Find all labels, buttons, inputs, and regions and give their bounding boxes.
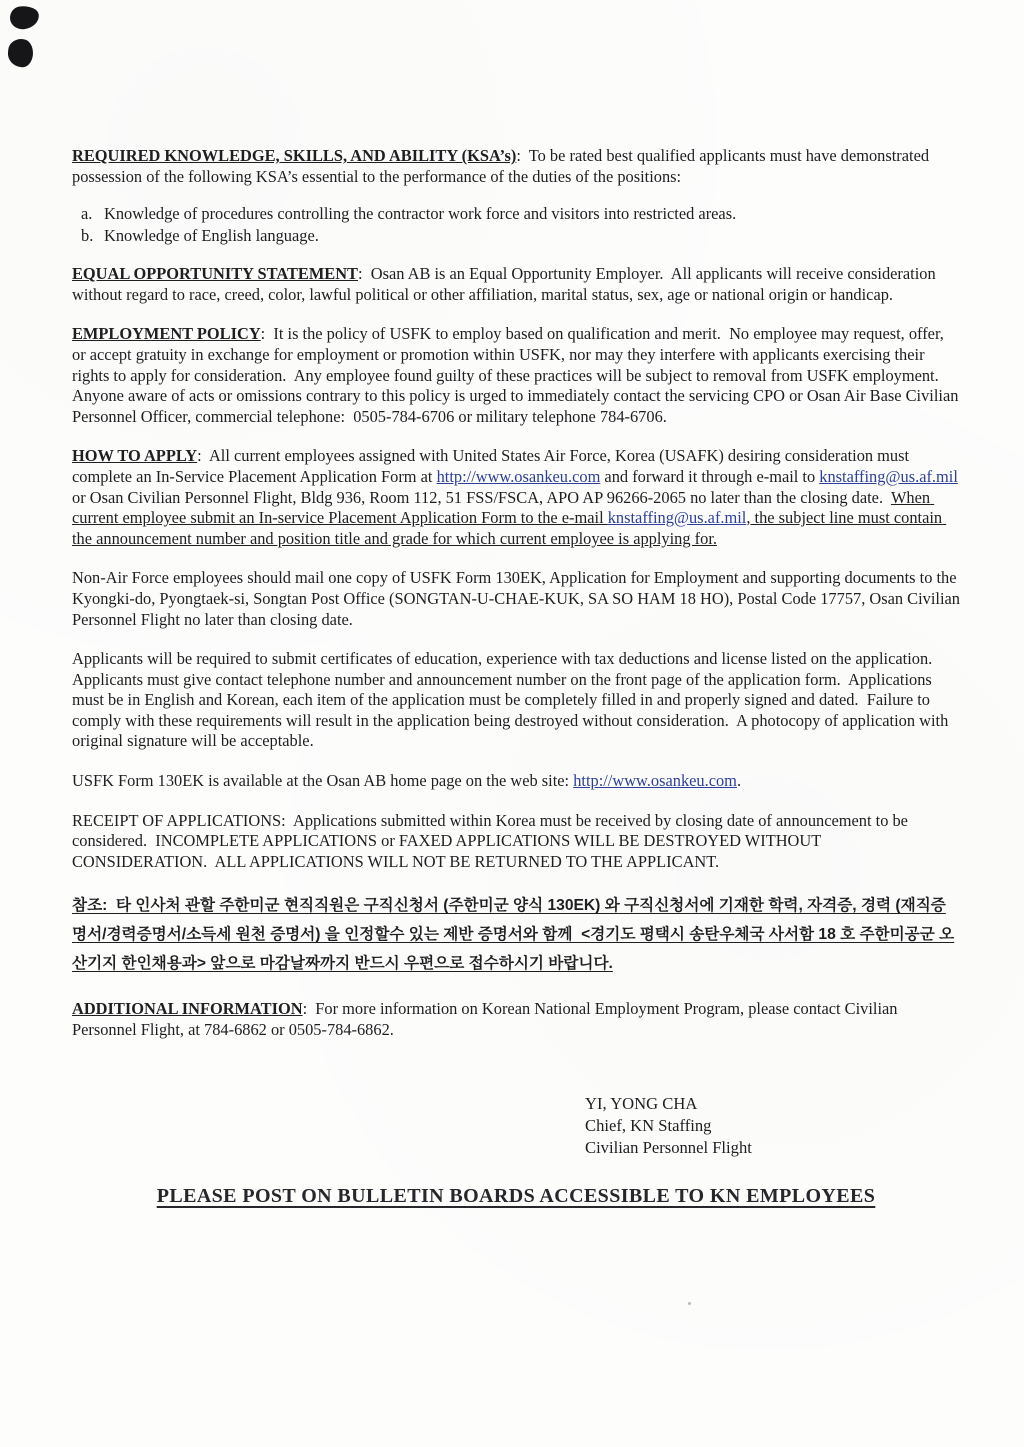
osankeu-link[interactable]: http://www.osankeu.com <box>573 771 737 791</box>
ksa-item-text: Knowledge of procedures controlling the contractor work force and visitors into restricted areas. <box>104 204 737 224</box>
signature-block <box>585 1093 960 1159</box>
form-availability-text: USFK Form 130EK is available at the Osan AB home page on the web site: <box>72 771 574 791</box>
ksa-paragraph <box>72 146 960 187</box>
form-availability-paragraph <box>72 771 960 792</box>
scan-artifact-mark-top-2 <box>7 38 34 68</box>
receipt-paragraph: RECEIPT OF APPLICATIONS: Applications submitted within Korea must be received by closing date of announcement to be considered. INCOMPLETE APPLICATIONS or FAXED APPLICATIONS WILL BE DESTROYED WITHOUT CONSIDERATION. ALL APPLICATIONS WILL NOT BE RETURNED TO THE APPLICANT. <box>72 810 913 871</box>
korean-note-paragraph: 참조: 타 인사처 관할 주한미군 현직직원은 구직신청서 (주한미군 양식 130EK) 와 구직신청서에 기재한 학력, 자격증, 경력 (재직증명서/경력증명서/소득세 원천 증명서) 을 인정할수 있는 제반 증명서와 함께 <경기도 평택시 송탄우체국 사서함 18 호 주한미공군 오산기지 한인채용과> 앞으로 마감날짜까지 반드시 우편으로 접수하시기 바랍니다. <box>72 897 955 973</box>
additional-information-paragraph <box>72 999 960 1040</box>
knstaffing-email-link[interactable]: knstaffing@us.af.mil <box>607 508 747 528</box>
knstaffing-email-link[interactable]: knstaffing@us.af.mil <box>819 466 958 486</box>
employment-policy-paragraph <box>72 324 963 427</box>
scan-speck <box>688 1302 691 1305</box>
employment-policy-heading: EMPLOYMENT POLICY <box>72 324 261 344</box>
additional-information-heading: ADDITIONAL INFORMATION <box>72 999 303 1019</box>
how-to-apply-heading: HOW TO APPLY <box>72 446 198 466</box>
how-to-apply-underlined-text: , the subject line must contain the announcement number and position title and grade for which current employee is applying for. <box>72 508 947 548</box>
non-air-force-paragraph: Non-Air Force employees should mail one copy of USFK Form 130EK, Application for Employment and supporting documents to the Kyongki-do, Pyongtaek-si, Songtan Post Office (SONGTAN-U-CHAE-KUK, SA SO HAM 18 HO), Postal Code 17757, Osan Civilian Personnel Flight no later than closing date. <box>72 568 965 629</box>
employment-policy-body-text: : It is the policy of USFK to employ based on qualification and merit. No employee may request, offer, or accept gratuity in exchange for employment or promotion within USFK, nor may they interfere with applicants exercising their rights to apply for consideration. Any employee found guilty of these practices will be subject to removal from USFK employment. Anyone aware of acts or omissions contrary to this policy is urged to immediately contact the servicing CPO or Osan Air Base Civilian Personnel Officer, commercial telephone: 0505-784-6706 or military telephone 784-6706. <box>72 324 963 426</box>
additional-information-body-text: : For more information on Korean National Employment Program, please contact Civilian Personnel Flight, at 784-6862 or 0505-784-6862. <box>72 999 902 1040</box>
how-to-apply-underlined-text: When current employee submit an In-service Placement Application Form to the e-mail <box>72 487 935 528</box>
equal-opportunity-heading: EQUAL OPPORTUNITY STATEMENT <box>72 264 358 284</box>
bulletin-notice <box>72 1186 960 1208</box>
how-to-apply-text: or Osan Civilian Personnel Flight, Bldg 936, Room 112, 51 FSS/FSCA, APO AP 96266-2065 no later than the closing date. <box>72 466 962 507</box>
bulletin-notice-text: PLEASE POST ON BULLETIN BOARDS ACCESSIBLE TO KN EMPLOYEES <box>156 1184 876 1207</box>
scan-artifact-mark-top-1 <box>9 4 41 30</box>
signature-name: YI, YONG CHA <box>585 1093 698 1113</box>
equal-opportunity-body-text: : Osan AB is an Equal Opportunity Employer. All applicants will receive consideration without regard to race, creed, color, lawful political or other affiliation, marital status, sex, age or national origin or handicap. <box>72 264 940 304</box>
how-to-apply-text: : All current employees assigned with United States Air Force, Korea (USAFK) desiring consideration must complete an In-Service Placement Application Form at <box>72 446 914 486</box>
equal-opportunity-paragraph <box>72 264 960 305</box>
ksa-list-item-b <box>72 225 960 247</box>
ksa-item-marker: a. <box>81 204 93 224</box>
document-content <box>72 0 965 1207</box>
requirements-paragraph: Applicants will be required to submit certificates of education, experience with tax deductions and license listed on the application. Applicants must give contact telephone number and announcement number on the front page of the application form. Applications must be in English and Korean, each item of the application must be completely filled in and properly signed and dated. Failure to comply with these requirements will result in the application being destroyed without consideration. A photocopy of application with original signature will be acceptable. <box>72 649 953 751</box>
ksa-body-text: : To be rated best qualified applicants must have demonstrated possession of the following KSA’s essential to the performance of the duties of the positions: <box>72 146 934 186</box>
ksa-list-item-a <box>72 203 960 225</box>
form-availability-text: . <box>736 771 742 791</box>
how-to-apply-text: and forward it through e-mail to <box>600 466 820 486</box>
ksa-heading: REQUIRED KNOWLEDGE, SKILLS, AND ABILITY (KSA’s) <box>72 146 517 165</box>
ksa-item-marker: b. <box>81 226 94 246</box>
ksa-list <box>72 203 960 247</box>
signature-org: Civilian Personnel Flight <box>585 1137 752 1157</box>
how-to-apply-paragraph <box>72 446 960 549</box>
osankeu-link[interactable]: http://www.osankeu.com <box>436 466 601 486</box>
ksa-item-text: Knowledge of English language. <box>104 226 319 246</box>
signature-title: Chief, KN Staffing <box>585 1115 712 1135</box>
